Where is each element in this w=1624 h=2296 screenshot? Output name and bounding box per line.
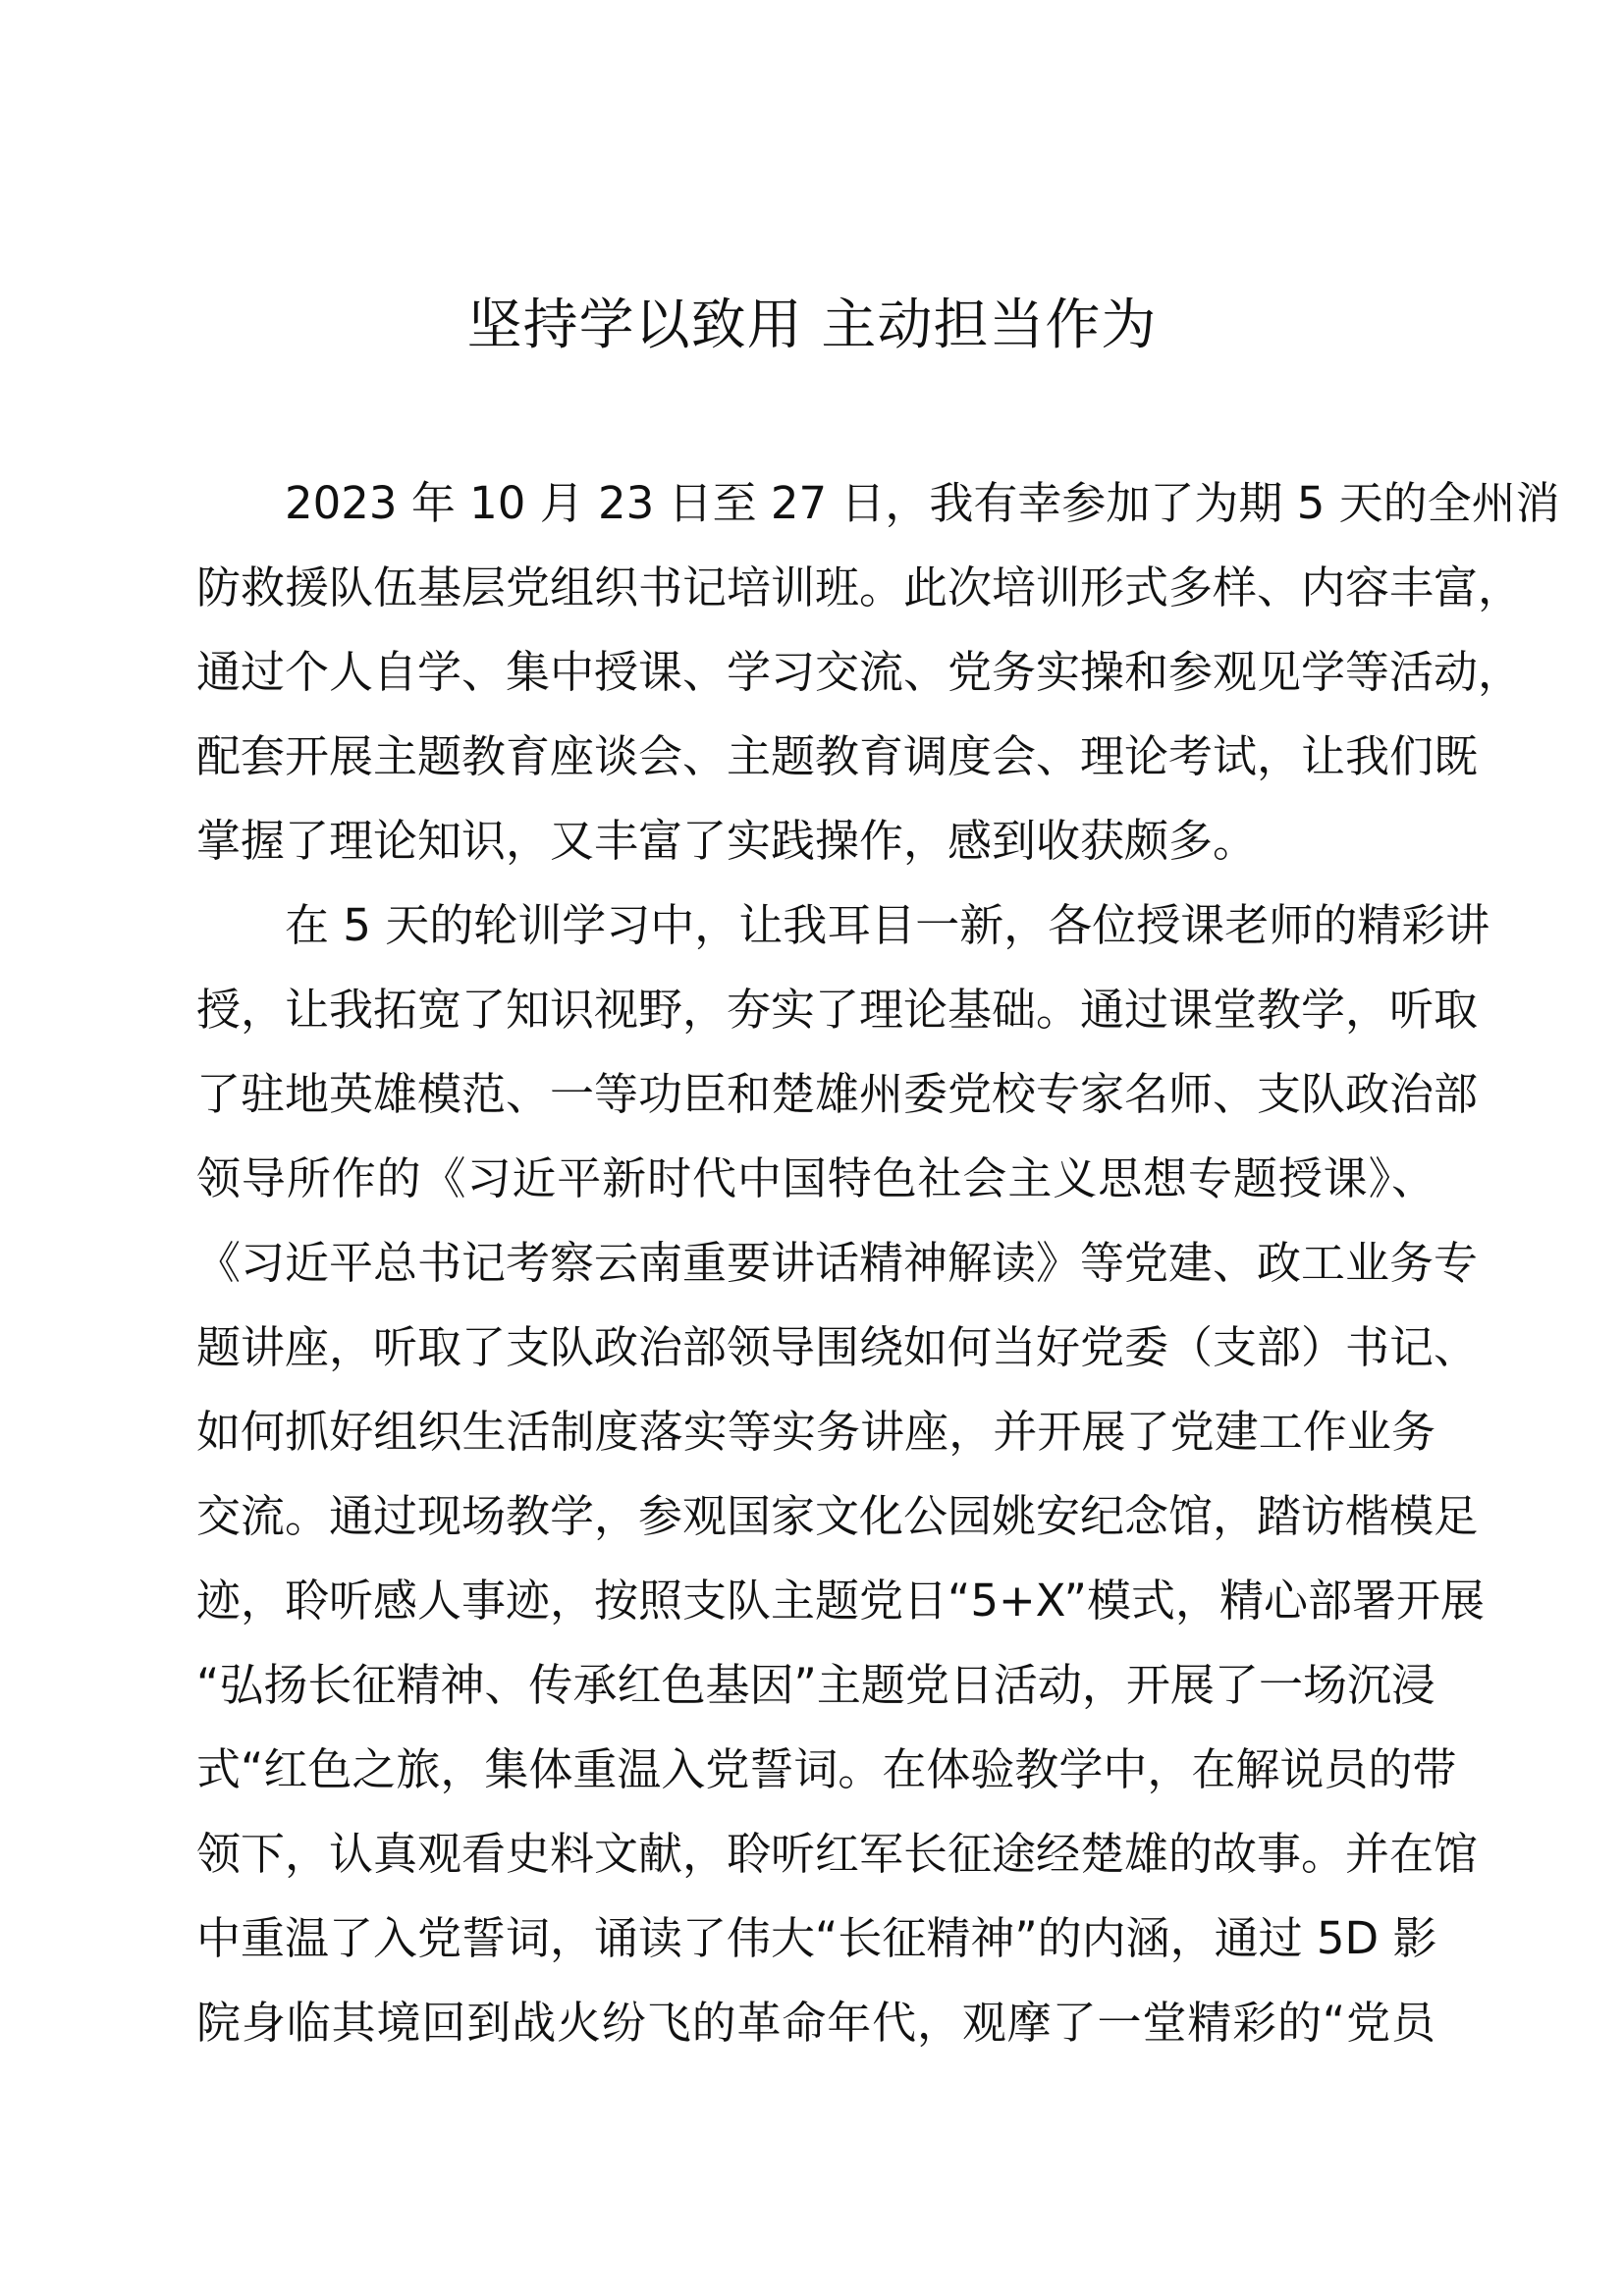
paragraph-1-line-5: 掌握了理论知识，又丰富了实践操作，感到收获颇多。 (196, 815, 1258, 867)
paragraph-2-line-8: 交流。通过现场教学，参观国家文化公园姚安纪念馆，踏访楷模足 (196, 1490, 1479, 1542)
paragraph-2-line-5: 《习近平总书记考察云南重要讲话精神解读》等党建、政工业务专 (196, 1237, 1479, 1289)
document-title: 坚持学以致用 主动担当作为 (466, 294, 1158, 357)
paragraph-2-line-1: 在 5 天的轮训学习中，让我耳目一新，各位授课老师的精彩讲 (285, 899, 1490, 951)
paragraph-2-line-11: 式“红色之旅，集体重温入党誓词。在体验教学中，在解说员的带 (196, 1743, 1457, 1795)
paragraph-1-line-2: 防救援队伍基层党组织书记培训班。此次培训形式多样、内容丰富， (196, 561, 1523, 614)
paragraph-1-line-3: 通过个人自学、集中授课、学习交流、党务实操和参观见学等活动， (196, 646, 1523, 698)
paragraph-2-line-10: “弘扬长征精神、传承红色基因”主题党日活动，开展了一场沉浸 (196, 1659, 1435, 1711)
paragraph-2-line-7: 如何抓好组织生活制度落实等实务讲座，并开展了党建工作业务 (196, 1406, 1435, 1458)
paragraph-2-line-2: 授，让我拓宽了知识视野，夯实了理论基础。通过课堂教学，听取 (196, 984, 1479, 1036)
document-body (196, 461, 1560, 2065)
paragraph-2-line-3: 了驻地英雄模范、一等功臣和楚雄州委党校专家名师、支队政治部 (196, 1068, 1479, 1120)
paragraph-2-line-13: 中重温了入党誓词，诵读了伟大“长征精神”的内涵，通过 5D 影 (196, 1912, 1437, 1964)
paragraph-1-line-1: 2023 年 10 月 23 日至 27 日，我有幸参加了为期 5 天的全州消 (285, 477, 1560, 529)
paragraph-2-line-6: 题讲座，听取了支队政治部领导围绕如何当好党委（支部）书记、 (196, 1321, 1479, 1373)
paragraph-2-line-9: 迹，聆听感人事迹，按照支队主题党日“5+X”模式，精心部署开展 (196, 1575, 1485, 1627)
paragraph-1-line-4: 配套开展主题教育座谈会、主题教育调度会、理论考试，让我们既 (196, 730, 1479, 782)
paragraph-2-line-14: 院身临其境回到战火纷飞的革命年代，观摩了一堂精彩的“党员 (196, 1997, 1435, 2049)
paragraph-2-line-4: 领导所作的《习近平新时代中国特色社会主义思想专题授课》、 (196, 1152, 1435, 1204)
paragraph-2-line-12: 领下，认真观看史料文献，聆听红军长征途经楚雄的故事。并在馆 (196, 1828, 1479, 1880)
